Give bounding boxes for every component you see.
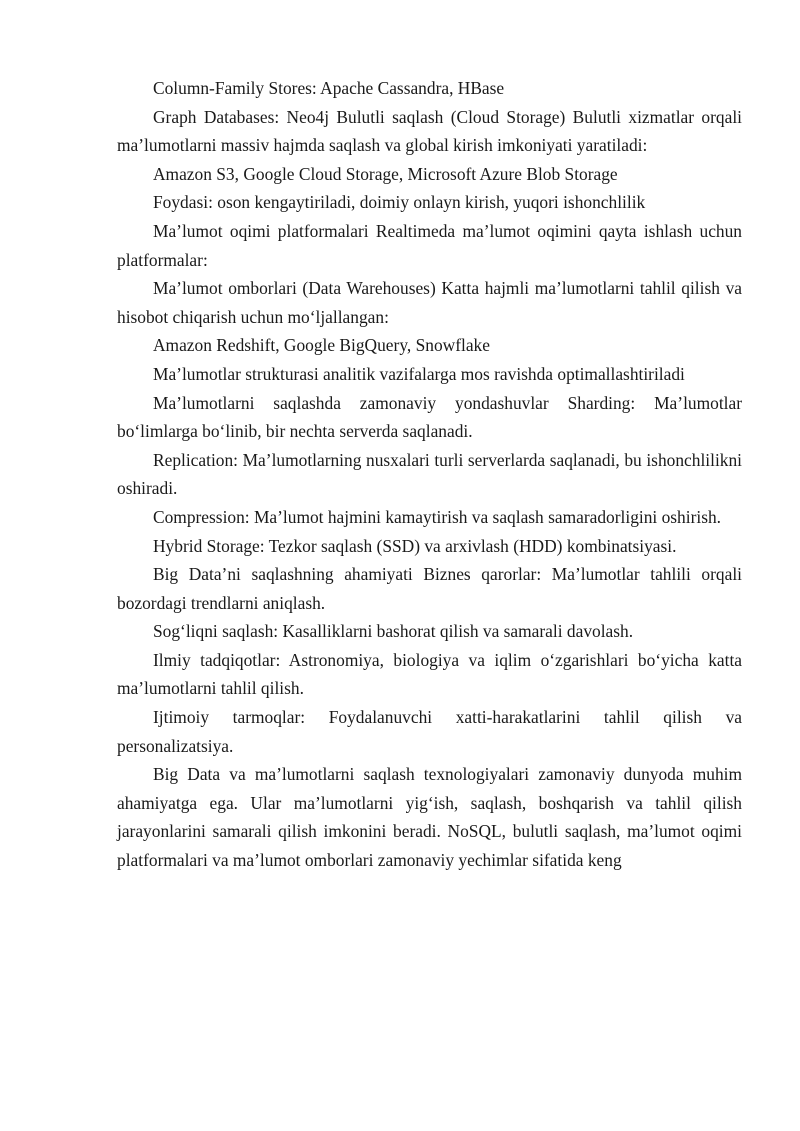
paragraph: Graph Databases: Neo4j Bulutli saqlash (Cloud Storage) Bulutli xizmatlar orqali ma’lumotlarni massiv hajmda saqlash va global kirish imkoniyati yaratiladi: [117, 106, 742, 156]
paragraph: Replication: Ma’lumotlarning nusxalari turli serverlarda saqlanadi, bu ishonchlilikni oshiradi. [117, 449, 742, 499]
paragraph: Ma’lumotlar strukturasi analitik vazifalarga mos ravishda optimallashtiriladi [153, 363, 685, 384]
paragraph: Hybrid Storage: Tezkor saqlash (SSD) va arxivlash (HDD) kombinatsiyasi. [153, 535, 677, 556]
paragraph: Amazon S3, Google Cloud Storage, Microsoft Azure Blob Storage [153, 163, 618, 184]
paragraph: Sog‘liqni saqlash: Kasalliklarni bashorat qilish va samarali davolash. [153, 621, 634, 642]
paragraph: Column-Family Stores: Apache Cassandra, HBase [153, 78, 505, 98]
paragraph: Ijtimoiy tarmoqlar: Foydalanuvchi xatti-harakatlarini tahlil qilish va personalizatsiya. [117, 707, 742, 756]
paragraph: Ma’lumot omborlari (Data Warehouses) Katta hajmli ma’lumotlarni tahlil qilish va hisobot chiqarish uchun mo‘ljallangan: [117, 278, 742, 327]
paragraph: Compression: Ma’lumot hajmini kamaytirish va saqlash samaradorligini oshirish. [153, 506, 722, 527]
paragraph: Foydasi: oson kengaytiriladi, doimiy onlayn kirish, yuqori ishonchlilik [153, 192, 646, 213]
paragraph: Big Data’ni saqlashning ahamiyati Biznes qarorlar: Ma’lumotlar tahlili orqali bozordagi trendlarni aniqlash. [117, 564, 742, 613]
paragraph: Amazon Redshift, Google BigQuery, Snowflake [153, 335, 490, 356]
paragraph: Big Data va ma’lumotlarni saqlash texnologiyalari zamonaviy dunyoda muhim ahamiyatga ega. Ular ma’lumotlarni yig‘ish, saqlash, boshqarish va tahlil qilish jarayonlarini samarali qilish imkonini beradi. NoSQL, bulutli saqlash, ma’lumot oqimi platformalari va ma’lumot omborlari zamonaviy yechimlar sifatida keng [117, 764, 742, 871]
paragraph: Ma’lumotlarni saqlashda zamonaviy yondashuvlar Sharding: Ma’lumotlar bo‘limlarga bo‘linib, bir nechta serverda saqlanadi. [117, 392, 742, 442]
document-body [117, 74, 742, 875]
paragraph: Ilmiy tadqiqotlar: Astronomiya, biologiya va iqlim o‘zgarishlari bo‘yicha katta ma’lumotlarni tahlil qilish. [117, 649, 742, 699]
paragraph: Ma’lumot oqimi platformalari Realtimeda ma’lumot oqimini qayta ishlash uchun platformalar: [117, 220, 742, 270]
